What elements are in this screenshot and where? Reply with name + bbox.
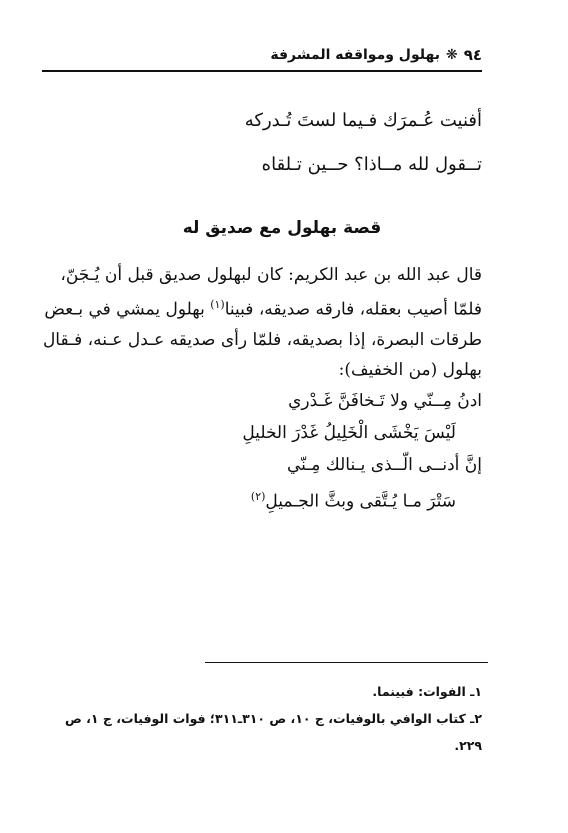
- star-ornament-icon: ❋: [445, 47, 458, 63]
- footnote-rule: [205, 662, 488, 663]
- poem-line-3: إنَّ أدنــى الّــذى يـنالك مِـنّي: [287, 454, 482, 475]
- footnote-ref-2: (٢): [250, 489, 266, 503]
- page-body: [42, 96, 482, 517]
- paragraph-line: طرقات البصرة، إذا بصديقه، فلمّا رأى صديقه عـدل عـنه، فـقال: [42, 329, 482, 350]
- running-title: بهلول ومواقفه المشرفة: [270, 47, 440, 63]
- opening-verse-line-1: أفنيت عُـمرَك فـيما لستَ تُـدركه: [244, 110, 482, 131]
- opening-verse-line-2: تــقول لله مــاذا؟ حــين تـلقاه: [261, 154, 482, 175]
- poem-line-4: [82, 481, 482, 518]
- paragraph-text: بهلول يمشي في بـعض: [44, 299, 211, 320]
- poem-line-1: ادنُ مِــنّي ولا تَـخافَنَّ غَـدْري: [288, 390, 482, 411]
- paragraph-line: قال عبد الله بن عبد الكريم: كان لبهلول صديق قبل أن يُـجَنّ،: [60, 265, 482, 285]
- paragraph-line: [44, 290, 482, 325]
- footnote-ref-1: (١): [210, 298, 225, 311]
- footnotes: [64, 678, 482, 759]
- footnote-1: ١ـ الفوات: فبينما.: [372, 684, 482, 699]
- footnote-2-line-1: ٢ـ كتاب الوافي بالوفيات، ج ١٠، ص ٣١٠ـ٣١١؛ فوات الوفيات، ج ١، ص: [64, 711, 482, 726]
- header-rule: [42, 70, 482, 72]
- header-text: [270, 46, 482, 64]
- poem-line-2: لَيْسَ يَخْشَى الْخَلِيلُ غَدْرَ الخليلِ: [242, 422, 456, 443]
- section-title: قصة بهلول مع صديق له: [182, 218, 382, 238]
- poem-line-4-text: سَتْرَ مـا يُـتَّقى وبثَّ الجـميلِ: [265, 491, 456, 512]
- footnote-2-line-2: ٢٢٩.: [454, 738, 482, 753]
- poem: [82, 385, 482, 518]
- page-header: [42, 40, 482, 74]
- paragraph-line: بهلول (من الخفيف):: [338, 359, 482, 380]
- paragraph-text: فلمّا أصيب بعقله، فارقه صديقه، فبينا: [224, 299, 482, 320]
- story-paragraph: [42, 260, 482, 385]
- page-number: ٩٤: [463, 46, 482, 64]
